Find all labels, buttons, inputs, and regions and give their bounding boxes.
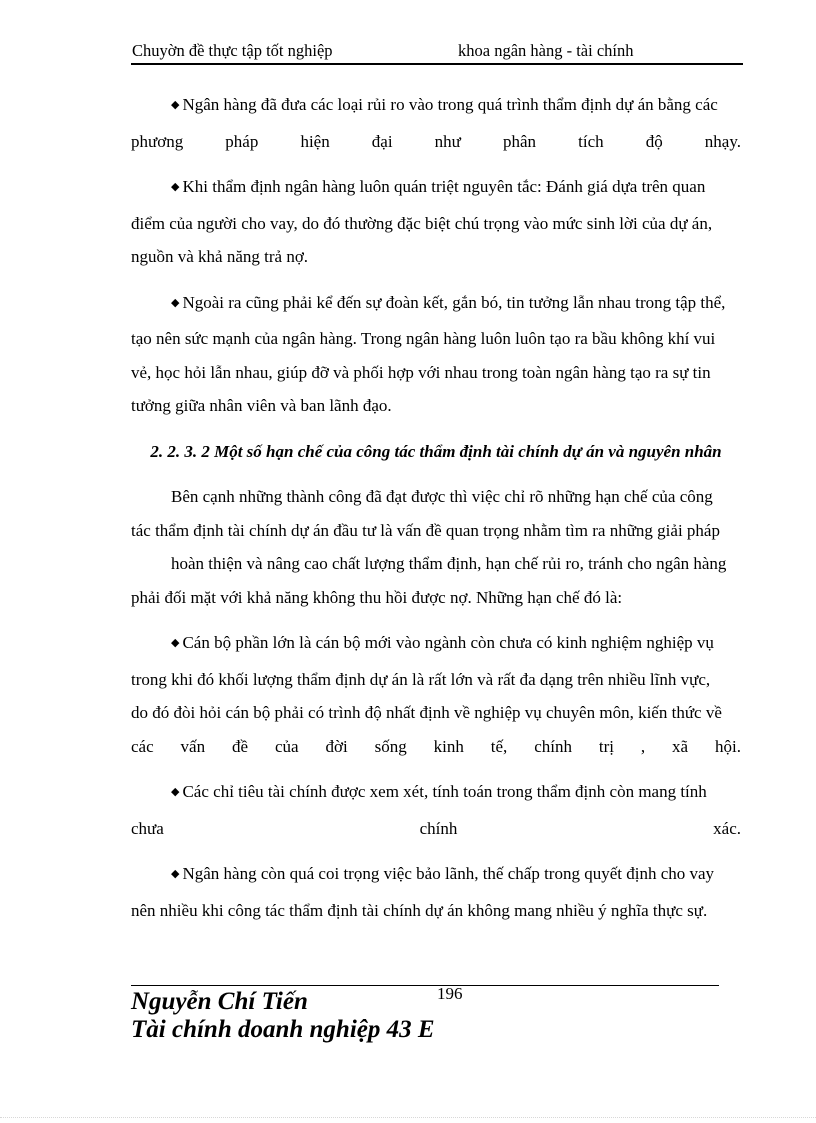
paragraph-line: trong khi đó khối lượng thẩm định dự án là rất lớn và rất đa dạng trên nhiều lĩnh vực, (131, 669, 711, 689)
paragraph-line: vẻ, học hỏi lẫn nhau, giúp đỡ và phối hợp với nhau trong toàn ngân hàng tạo ra sự tin (131, 362, 711, 382)
paragraph-line (131, 170, 741, 207)
paragraph-3 (131, 286, 741, 423)
header-rule (131, 63, 743, 65)
paragraph-line: do đó đòi hỏi cán bộ phải có trình độ nhất định về nghiệp vụ chuyên môn, kiến thức về (131, 703, 722, 722)
scan-edge-divider (0, 1117, 816, 1118)
bullet-icon: ◆ (171, 181, 180, 193)
paragraph-text: Ngân hàng còn quá coi trọng việc bảo lãnh, thế chấp trong quyết định cho vay (182, 864, 715, 883)
paragraph-line: nguồn và khả năng trả nợ. (131, 247, 309, 266)
paragraph-line: phải đối mặt với khả năng không thu hồi được nợ. Những hạn chế đó là: (131, 587, 623, 607)
paragraph-text: Cán bộ phần lớn là cán bộ mới vào ngành còn chưa có kinh nghiệm nghiệp vụ (182, 633, 714, 652)
paragraph-line: nên nhiều khi công tác thẩm định tài chính dự án không mang nhiều ý nghĩa thực sự. (131, 900, 708, 920)
paragraph-7 (131, 857, 741, 927)
bullet-icon: ◆ (171, 868, 180, 880)
paragraph-line: điểm của người cho vay, do đó thường đặc biệt chú trọng vào mức sinh lời của dự án, (131, 213, 713, 233)
paragraph-line: hoàn thiện và nâng cao chất lượng thẩm định, hạn chế rủi ro, tránh cho ngân hàng (171, 554, 727, 573)
page-number: 196 (437, 984, 463, 1003)
bullet-icon: ◆ (171, 99, 180, 111)
paragraph-text: Khi thẩm định ngân hàng luôn quán triệt nguyên tắc: Đánh giá dựa trên quan (182, 177, 706, 196)
paragraph-line (131, 286, 741, 323)
paragraph-5 (131, 626, 741, 763)
footer-rule (131, 985, 719, 986)
paragraph-line (131, 626, 741, 663)
section-heading: 2. 2. 3. 2 Một số hạn chế của công tác thẩm định tài chính dự án và nguyên nhân (150, 441, 722, 461)
paragraph-line: tác thẩm định tài chính dự án đầu tư là vấn đề quan trọng nhằm tìm ra những giải pháp (131, 520, 720, 540)
bullet-icon: ◆ (171, 637, 180, 649)
paragraph-line: tạo nên sức mạnh của ngân hàng. Trong ngân hàng luôn luôn tạo ra bầu không khí vui (131, 329, 716, 348)
paragraph-text: Ngoài ra cũng phải kể đến sự đoàn kết, gắn bó, tin tưởng lẫn nhau trong tập thể, (182, 292, 726, 312)
paragraph-line (131, 88, 741, 125)
paragraph-line: phương pháp hiện đại như phân tích độ nhạy. (131, 131, 741, 151)
footer-author: Nguyễn Chí Tiến (131, 988, 308, 1015)
paragraph-line: Bên cạnh những thành công đã đạt được thì việc chỉ rõ những hạn chế của công (171, 487, 713, 506)
paragraph-line: tưởng giữa nhân viên và ban lãnh đạo. (131, 396, 392, 415)
paragraph-text: Ngân hàng đã đưa các loại rủi ro vào trong quá trình thẩm định dự án bằng các (182, 95, 718, 114)
paragraph-line: chưa chính xác. (131, 818, 741, 838)
header-left-title: Chuyờn đề thực tập tốt nghiệp (132, 41, 333, 60)
paragraph-line (131, 775, 741, 812)
bullet-icon: ◆ (171, 296, 180, 309)
bullet-icon: ◆ (171, 786, 180, 798)
header-right-title: khoa ngân hàng - tài chính (458, 41, 634, 60)
footer-unit: Tài chính doanh nghiệp 43 E (131, 1016, 435, 1043)
document-body (131, 88, 741, 939)
paragraph-line: các vấn đề của đời sống kinh tế, chính trị , xã hội. (131, 736, 741, 756)
paragraph-text: Các chỉ tiêu tài chính được xem xét, tính toán trong thẩm định còn mang tính (182, 782, 707, 801)
paragraph-4 (131, 480, 741, 614)
paragraph-2 (131, 170, 741, 274)
paragraph-6 (131, 775, 741, 845)
paragraph-line (131, 857, 741, 894)
paragraph-1 (131, 88, 741, 158)
